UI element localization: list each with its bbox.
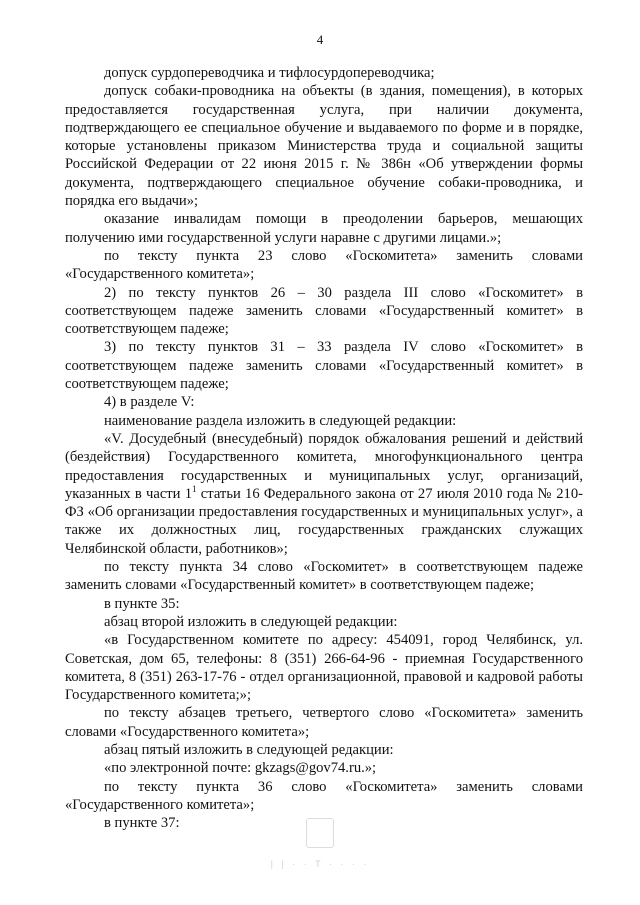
paragraph-amendment-2: 2) по тексту пунктов 26 – 30 раздела III слово «Госкомитет» в соответствующем падеже заменить словами «Государственный комитет» в соответствующем падеже; (65, 284, 583, 338)
paragraph-item-36: по тексту пункта 36 слово «Госкомитета» заменить словами «Государственного комитета»; (65, 778, 583, 813)
paragraph-item-37: в пункте 37: (104, 815, 180, 832)
paragraph-amendment-4: 4) в разделе V: (104, 394, 195, 411)
paragraph-second-abzac-intro: абзац второй изложить в следующей редакции: (104, 613, 398, 630)
emblem-icon (306, 818, 334, 848)
page-number: 4 (316, 32, 324, 47)
paragraph-guide-dog: допуск собаки-проводника на объекты (в здания, помещения), в которых предоставляется государственная услуга, при наличии документа, подтверждающего ее специальное обучение и выдаваемого по форме и в порядке, которые установлены приказом Министерства труда и социальной защиты Российской Федерации от 22 июня 2015 г. № 386н «Об утверждении формы документа, подтверждающего специальное обучение собаки-проводника, и порядка его выдачи»; (65, 83, 583, 210)
paragraph-item-34: по тексту пункта 34 слово «Госкомитет» в соответствующем падеже заменить словами «Государственный комитет» в соответствующем падеже; (65, 559, 583, 594)
paragraph-section-v-title (65, 430, 583, 558)
paragraph-barrier-assistance: оказание инвалидам помощи в преодолении барьеров, мешающих получению ими государственной услуги наравне с другими лицами.»; (65, 211, 583, 246)
watermark-text: | | · · T · · · · (270, 859, 370, 869)
paragraph-address: «в Государственном комитете по адресу: 454091, город Челябинск, ул. Советская, дом 65, телефоны: 8 (351) 266-64-96 - приемная Государственного комитета, 8 (351) 263-17-76 - отдел организационной, правовой и кадровой работы Государственного комитета;»; (65, 632, 583, 704)
paragraph-amendment-3: 3) по тексту пунктов 31 – 33 раздела IV слово «Госкомитет» в соответствующем падеже заменить словами «Государственный комитет» в соответствующем падеже; (65, 339, 583, 393)
paragraph-fifth-abzac-intro: абзац пятый изложить в следующей редакции: (104, 741, 394, 758)
section-v-title-text: «V. Досудебный (внесудебный) порядок обжалования решений и действий (бездействия) Государственного комитета, многофункционального центра предоставления государственных и муниципальных услуг, организаций, указанных в части 1 (65, 430, 583, 502)
section-v-title-text-rest: статьи 16 Федерального закона от 27 июля 2010 года № 210-ФЗ «Об организации предоставления государственных и муниципальных услуг», а также их должностных лиц, государственных гражданских служащих Челябинской области, работников»; (65, 485, 583, 557)
paragraph-section-title-intro: наименование раздела изложить в следующей редакции: (104, 412, 457, 429)
paragraph-surdo-interpreter: допуск сурдопереводчика и тифлосурдопереводчика; (104, 65, 435, 81)
faded-watermark-stamp (0, 818, 640, 869)
document-body (65, 64, 583, 832)
section-v-title-superscript: 1 (192, 483, 197, 494)
paragraph-email: «по электронной почте: gkzags@gov74.ru.»; (104, 760, 377, 777)
paragraph-third-fourth-abzac: по тексту абзацев третьего, четвертого слово «Госкомитета» заменить словами «Государственного комитета»; (65, 705, 583, 740)
paragraph-item-35: в пункте 35: (104, 595, 180, 612)
paragraph-item-23: по тексту пункта 23 слово «Госкомитета» заменить словами «Государственного комитета»; (65, 247, 583, 283)
